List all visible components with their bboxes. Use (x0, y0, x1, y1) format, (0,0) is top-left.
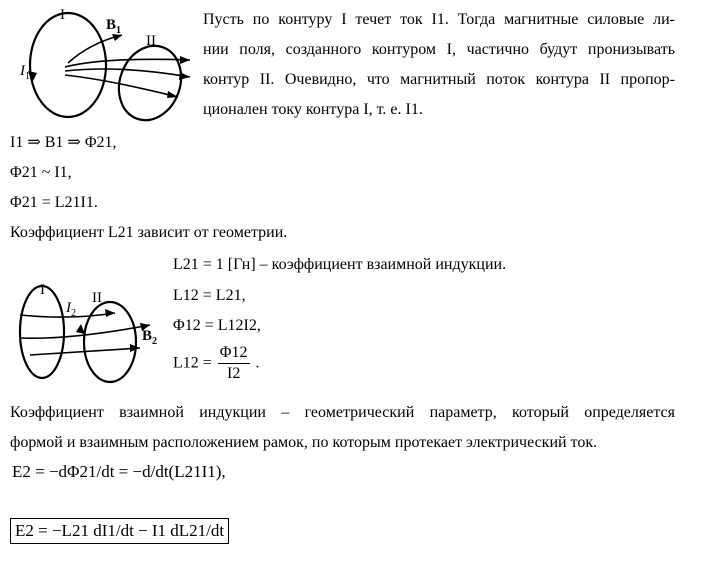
relation-proportional: Φ21 ~ I1, (10, 164, 72, 181)
emf-boxed-equation: E2 = −L21 dI1/dt − I1 dL21/dt (10, 518, 229, 544)
paragraph-line-2: формой и взаимным расположением рамок, по которым протекает электрический ток. (10, 434, 598, 451)
fig1-label-B: $B_1$ (106, 17, 122, 36)
phi12-line: Φ12 = L12I2, (173, 317, 261, 334)
intro-line-1: Пусть по контуру I течет ток I1. Тогда магнитные силовые ли- (203, 11, 675, 28)
fig1-label-II: II (146, 33, 156, 49)
figure-1-contours (10, 5, 200, 130)
fig2-label-B: $B_2$ (142, 328, 158, 347)
intro-line-2: нии поля, созданного контуром I, частично будут пронизывать (203, 41, 675, 58)
fig1-label-I1: $I_1$ (20, 63, 30, 82)
symmetry-line: L12 = L21, (173, 287, 246, 304)
arrow-1 (180, 56, 190, 64)
intro-line-4: ционален току контура I, т. е. I1. (203, 101, 423, 118)
contour-II (109, 37, 191, 129)
fig1-label-I: I (60, 7, 65, 23)
current-arrow-2 (76, 324, 85, 334)
arrow-3 (167, 91, 178, 98)
paragraph-line-1: Коэффициент взаимной индукции – геометрический параметр, который определяется (10, 404, 675, 421)
relation-definition: Φ21 = L21I1. (10, 194, 98, 211)
arrow-2a (105, 309, 115, 317)
intro-line-3: контур II. Очевидно, что магнитный поток контура II пропор- (203, 71, 675, 88)
unit-line: L21 = 1 [Гн] – коэффициент взаимной индукции. (173, 256, 507, 273)
geometry-sentence: Коэффициент L21 зависит от геометрии. (10, 224, 288, 241)
fig2-label-I2: $I_2$ (66, 300, 76, 319)
relation-chain: I1 ⇒ B1 ⇒ Φ21, (10, 134, 117, 151)
emf-equation: E2 = −dΦ21/dt = −d/dt(L21I1), (12, 462, 226, 481)
fig2-label-I: I (40, 282, 45, 298)
contour-I (30, 13, 106, 117)
figure-2-contours (10, 280, 175, 390)
l12-fraction: L12 = $\frac{\Phi 12}{I2}$ . (173, 344, 260, 382)
fig2-label-II: II (92, 290, 102, 306)
field-line-2 (65, 69, 190, 77)
field-line-4 (68, 35, 122, 63)
contour-I-2 (20, 286, 64, 378)
field-line-3 (65, 75, 178, 97)
